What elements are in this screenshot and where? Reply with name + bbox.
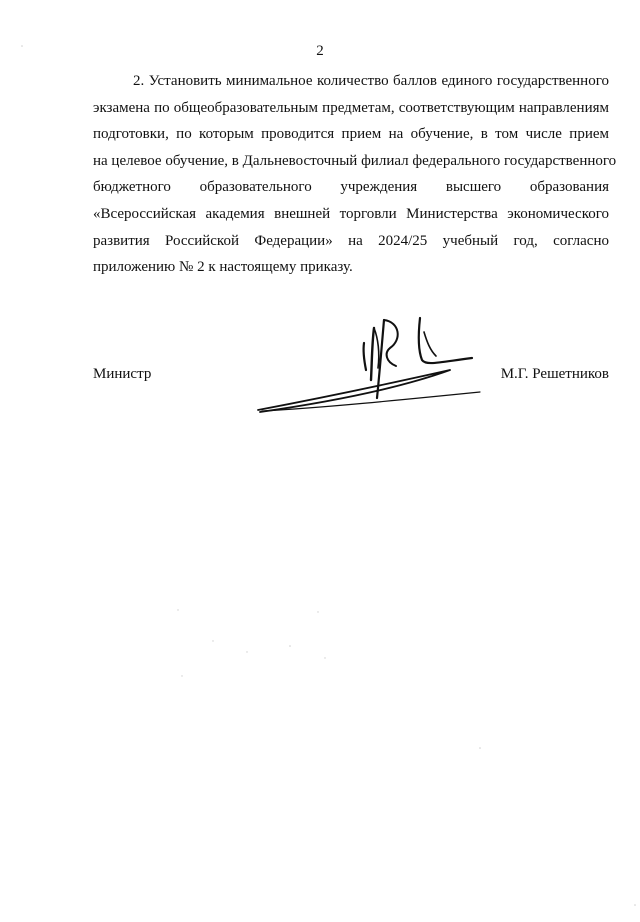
signatory-role: Министр xyxy=(93,366,152,382)
paragraph-line: бюджетного образовательного учреждения высшего образования xyxy=(93,179,609,196)
paragraph-line: 2. Установить минимальное количество баллов единого государственного xyxy=(133,73,609,89)
paragraph-line: приложению № 2 к настоящему приказу. xyxy=(93,259,353,276)
handwritten-signature xyxy=(250,298,490,428)
page-number: 2 xyxy=(316,43,324,59)
clause-2-paragraph xyxy=(93,68,617,281)
paragraph-line: экзамена по общеобразовательным предметам, соответствующим направлениям xyxy=(93,99,609,116)
signatory-name: М.Г. Решетников xyxy=(500,366,609,382)
paragraph-line: развития Российской Федерации» на 2024/25 учебный год, согласно xyxy=(93,232,609,249)
paragraph-line: «Всероссийская академия внешней торговли Министерства экономического xyxy=(93,205,609,222)
paragraph-line: на целевое обучение, в Дальневосточный филиал федерального государственного xyxy=(93,152,617,169)
paragraph-line: подготовки, по которым проводится прием на обучение, в том числе прием xyxy=(93,126,609,143)
